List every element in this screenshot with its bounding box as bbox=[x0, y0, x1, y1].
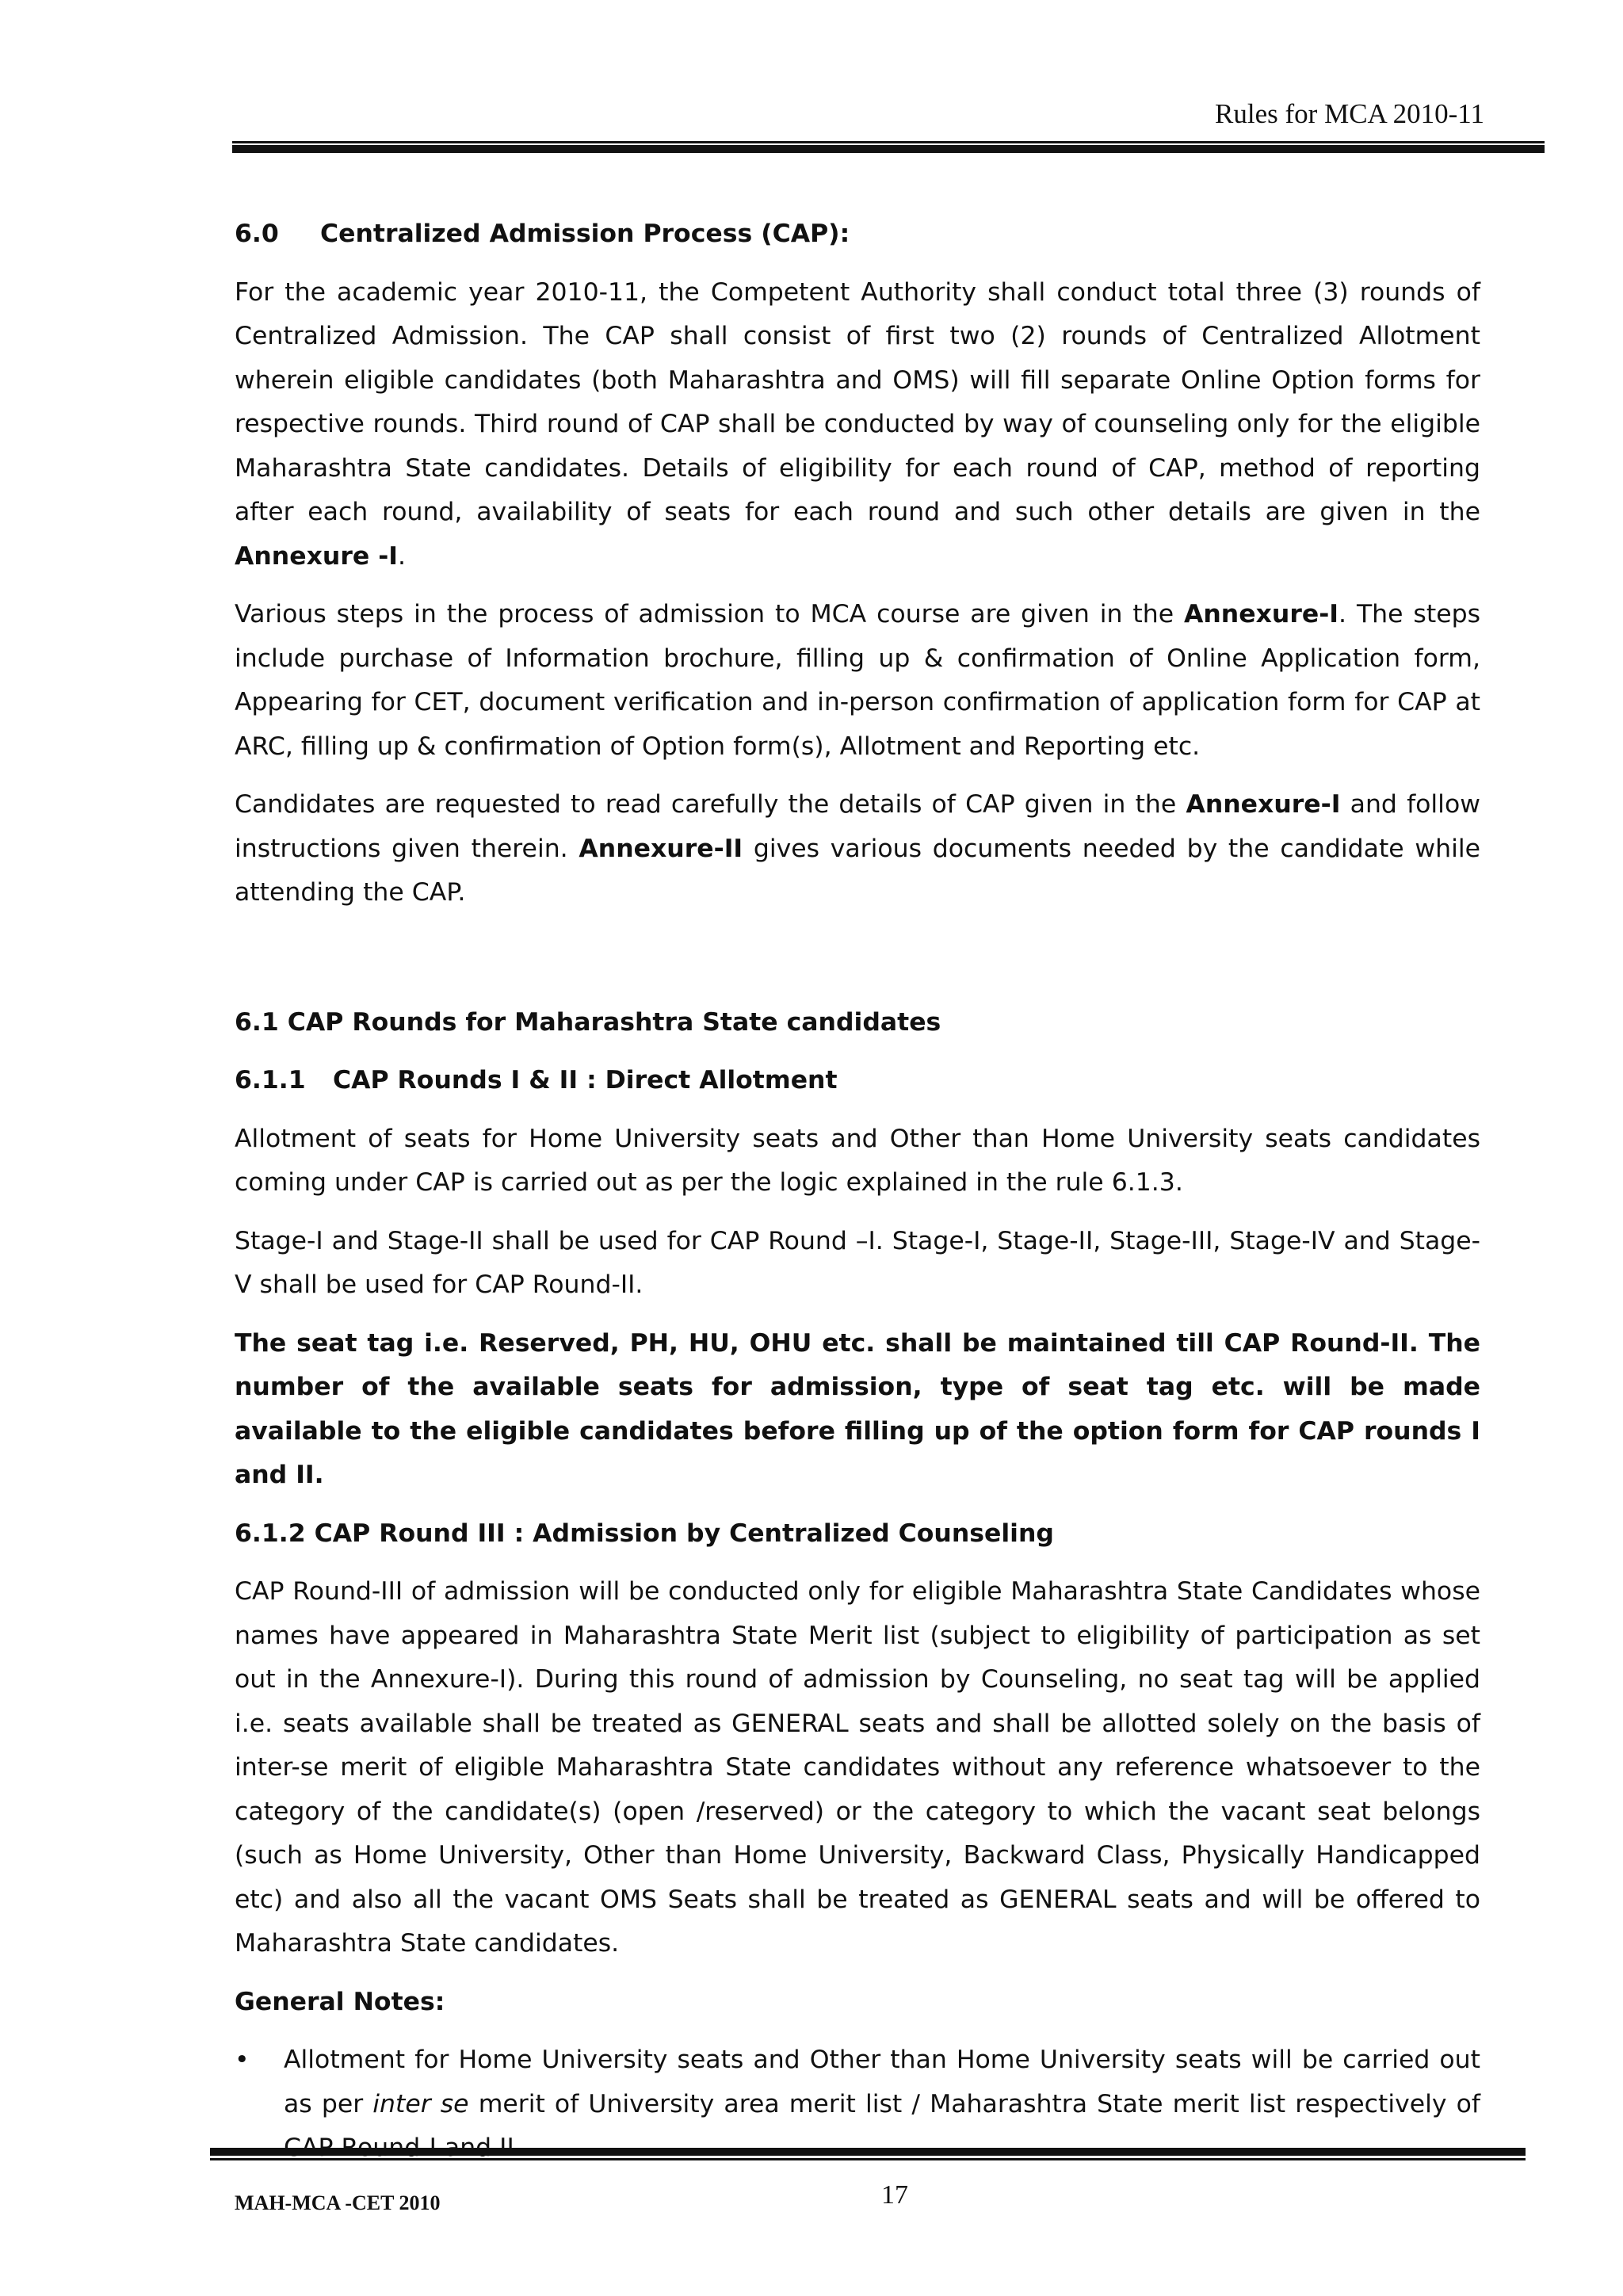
section-6-1-2-heading: 6.1.2 CAP Round III : Admission by Centralized Counseling bbox=[235, 1519, 1054, 1548]
paragraph-cap-instructions bbox=[235, 783, 1480, 915]
section-number: 6.0 bbox=[235, 220, 279, 248]
text: gives various documents needed by the candidate while attending the CAP. bbox=[235, 834, 1481, 907]
bullet-icon: • bbox=[235, 2046, 250, 2074]
text: merit of University area merit list / Maharashtra State merit list respectively of bbox=[478, 2089, 1480, 2118]
page-content bbox=[235, 212, 1480, 2171]
paragraph-seat-tag: The seat tag i.e. Reserved, PH, HU, OHU etc. shall be maintained till CAP Round-II. The number of the available seats for admission, type of seat tag etc. will be made available to the eligible candidates before filling up of the option form for CAP rounds I and II. bbox=[235, 1328, 1480, 1489]
text: . bbox=[398, 541, 407, 571]
text: Various steps in the process of admission to MCA course are given in the bbox=[235, 600, 1184, 628]
paragraph-admission-steps bbox=[235, 593, 1480, 769]
header-rule-thin bbox=[232, 141, 1545, 143]
annexure-ref: Annexure-I bbox=[1184, 600, 1339, 628]
page-number: 17 bbox=[881, 2180, 908, 2210]
paragraph-allotment-logic: Allotment of seats for Home University seats and Other than Home University seats candidates coming under CAP is carried out as per the logic explained in the rule 6.1.3. bbox=[235, 1124, 1480, 1197]
annexure-ref: Annexure-I bbox=[1186, 790, 1341, 819]
annexure-ref: Annexure -I bbox=[235, 541, 398, 571]
italic-term: inter se bbox=[372, 2089, 469, 2118]
footer-exam-name: MAH-MCA -CET 2010 bbox=[235, 2191, 441, 2214]
header-title: Rules for MCA 2010-11 bbox=[1215, 98, 1484, 129]
section-6-1-1-heading bbox=[235, 1059, 1480, 1103]
paragraph-cap-overview bbox=[235, 271, 1480, 579]
section-number: 6.1.1 bbox=[235, 1066, 306, 1095]
footer-rule-thin bbox=[210, 2158, 1526, 2160]
section-6-1-heading: 6.1 CAP Rounds for Maharashtra State candidates bbox=[235, 1007, 941, 1037]
header-rule-thick bbox=[232, 145, 1545, 153]
section-title: CAP Rounds I & II : Direct Allotment bbox=[333, 1066, 838, 1095]
text: For the academic year 2010-11, the Competent Authority shall conduct total three (3) rounds of Centralized Admission. The CAP shall consist of first two (2) rounds of Centralized Allotment wherein eligible candidates (both Maharashtra and OMS) will fill separate Online Option forms for respective rounds. Third round of CAP shall be conducted by way of counseling only for the eligible Maharashtra State candidates. Details of eligibility for each round of CAP, method of reporting after each round, availability of seats for each round and such other details are given in the bbox=[235, 277, 1480, 526]
text: Candidates are requested to read carefully the details of CAP given in the bbox=[235, 790, 1186, 819]
general-notes-heading: General Notes: bbox=[235, 1987, 445, 2016]
annexure-ref: Annexure-II bbox=[579, 834, 743, 863]
text: . The steps include purchase of Information brochure, filling up & confirmation of Online Application form, Appearing for CET, document verification and in-person confirmation of application form for CAP at ARC, filling up & confirmation of Option form(s), Allotment and Reporting etc. bbox=[235, 600, 1480, 761]
footer-rule-thick bbox=[210, 2148, 1526, 2156]
paragraph-stages: Stage-I and Stage-II shall be used for CAP Round –I. Stage-I, Stage-II, Stage-III, Stage-IV and Stage-V shall be used for CAP Round-II. bbox=[235, 1226, 1480, 1299]
text: and follow instructions given therein. bbox=[235, 790, 1480, 863]
paragraph-round-three: CAP Round-III of admission will be conducted only for eligible Maharashtra State Candidates whose names have appeared in Maharashtra State Merit list (subject to eligibility of participation as set out in the Annexure-I). During this round of admission by Counseling, no seat tag will be applied i.e. seats available shall be treated as GENERAL seats and shall be allotted solely on the basis of inter-se merit of eligible Maharashtra State candidates without any reference whatsoever to the category of the candidate(s) (open /reserved) or the category to which the vacant seat belongs (such as Home University, Other than Home University, Backward Class, Physically Handicapped etc) and also all the vacant OMS Seats shall be treated as GENERAL seats and will be offered to Maharashtra State candidates. bbox=[235, 1577, 1480, 1958]
spacer bbox=[235, 930, 1480, 1001]
section-6-0-heading bbox=[235, 212, 1480, 257]
section-title: Centralized Admission Process (CAP): bbox=[320, 220, 850, 248]
text: Allotment for Home University seats and Other than Home University seats will be carried out as per bbox=[284, 2046, 1480, 2118]
